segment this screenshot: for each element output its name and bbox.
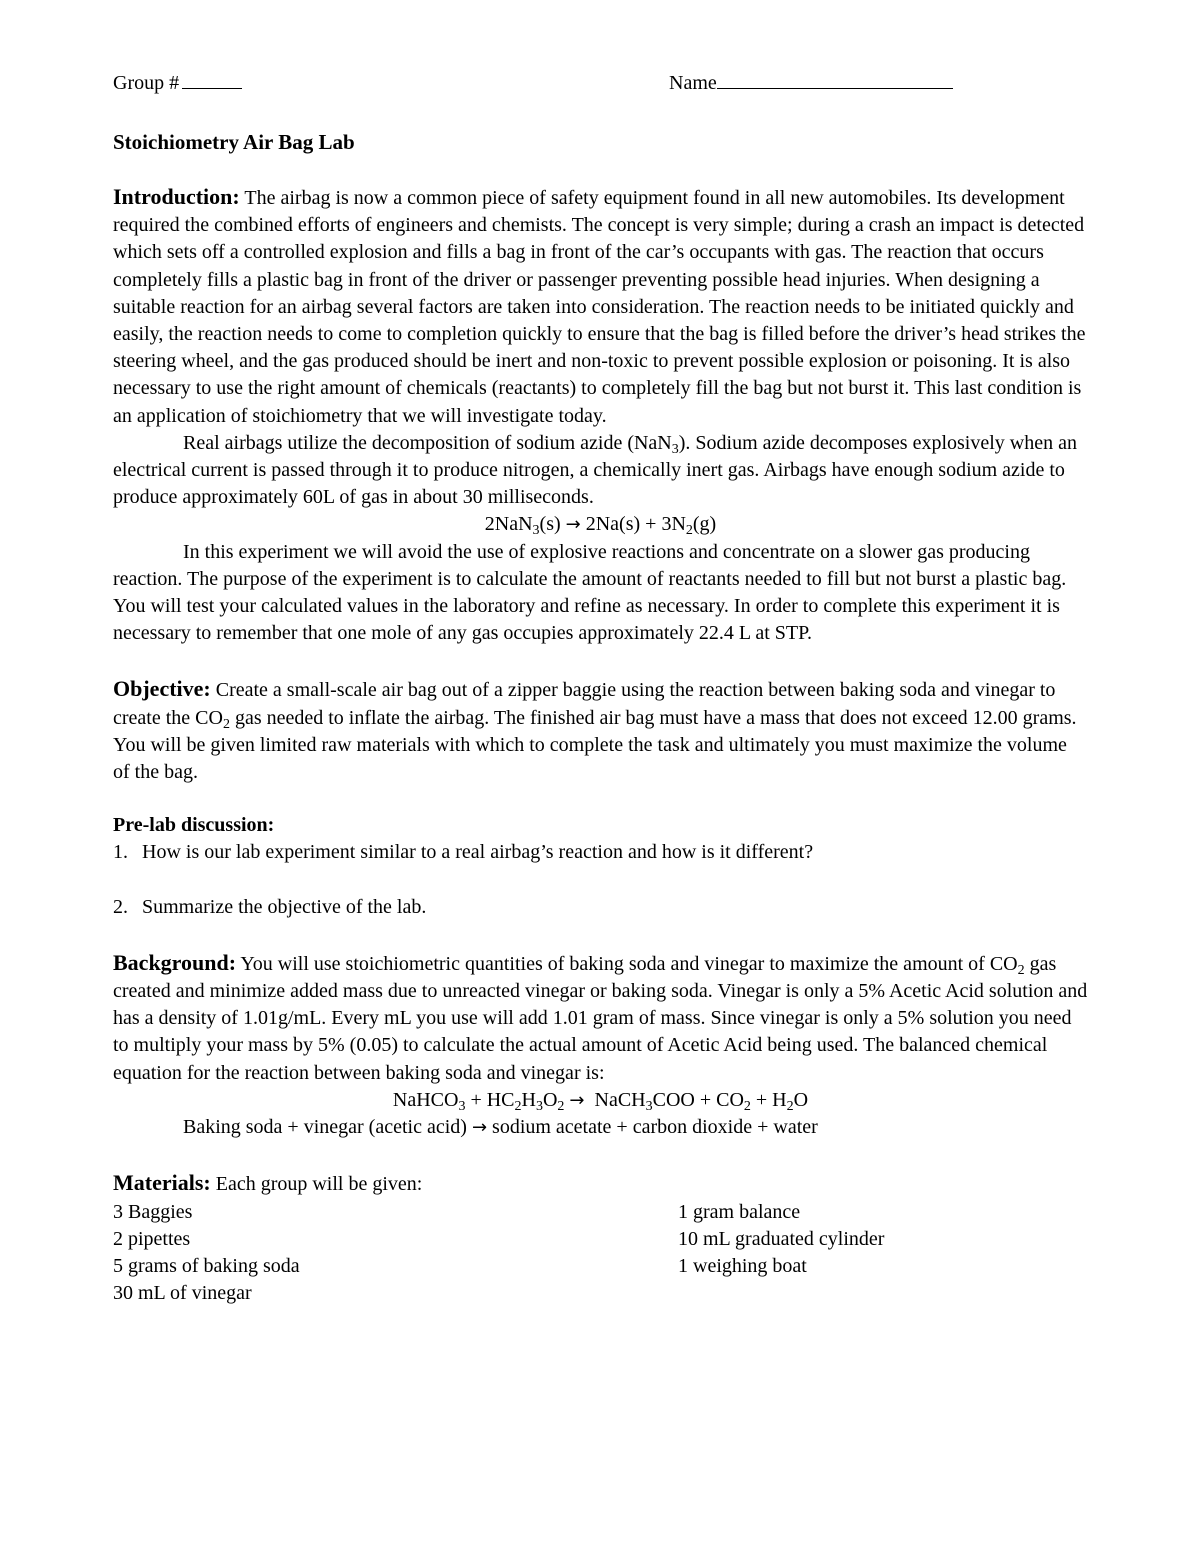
- list-item: 1 gram balance: [678, 1200, 801, 1223]
- eq2-sub: 2: [514, 1098, 522, 1114]
- eq2-sub: 3: [535, 1098, 543, 1114]
- eq2-part: O: [542, 1088, 558, 1111]
- list-item: 3 Baggies: [113, 1200, 193, 1223]
- group-label: Group #: [113, 72, 180, 94]
- list-item: 2 pipettes: [113, 1227, 191, 1250]
- sodium-azide-paragraph: [113, 430, 1088, 512]
- materials-column-left: [113, 1199, 678, 1308]
- objective-text-2: gas needed to inflate the airbag. The finished air bag must have a mass that does not exceed 12.00 grams. You will be given limited raw materials with which to complete the task and ultimately you must maximize the volume of the bag.: [113, 706, 1077, 784]
- eq2-part: H: [521, 1088, 536, 1111]
- background-paragraph: [113, 949, 1088, 1087]
- background-text-2: gas created and minimize added mass due to unreacted vinegar or baking soda. Vinegar is only a 5% Acetic Acid solution and has a density of 1.01g/mL. Every mL you use will add 1.01 gram of mass. Since vinegar is only a 5% solution you need to multiply your mass by 5% (0.05) to calculate the actual amount of Acetic Acid being used. The balanced chemical equation for the reaction between baking soda and vinegar is:: [113, 952, 1088, 1084]
- azide-equation: [113, 511, 1088, 538]
- materials-column-right: [678, 1199, 1078, 1308]
- arrow-icon: →: [471, 1117, 488, 1139]
- question-number: 1.: [113, 841, 128, 864]
- eq2-sub: 3: [645, 1098, 653, 1114]
- word-eq-right: sodium acetate + carbon dioxide + water: [492, 1116, 818, 1139]
- group-number-field: [113, 70, 242, 95]
- list-item: 30 mL of vinegar: [113, 1282, 252, 1305]
- introduction-paragraph: [113, 183, 1088, 430]
- introduction-text: The airbag is now a common piece of safety equipment found in all new automobiles. Its development required the combined efforts of engineers and chemists. The concept is very simple; during a crash an impact is detected which sets off a controlled explosion and fills a bag in front of the car’s occupants with gas. The reaction that occurs completely fills a plastic bag in front of the driver or passenger preventing possible head injuries. When designing a suitable reaction for an airbag several factors are taken into consideration. The reaction needs to be initiated quickly and easily, the reaction needs to come to completion quickly to ensure that the bag is filled before the driver’s head strikes the steering wheel, and the gas produced should be inert and non-toxic to prevent possible explosion or poisoning. It is also necessary to use the right amount of chemicals (reactants) to completely fill the bag but not burst it. This last condition is an application of stoichiometry that we will investigate today.: [113, 187, 1086, 427]
- vinegar-equation: [113, 1087, 1088, 1114]
- materials-heading: Materials:: [113, 1170, 211, 1196]
- list-item: 5 grams of baking soda: [113, 1254, 300, 1277]
- list-item: 10 mL graduated cylinder: [678, 1227, 885, 1250]
- document-title: Stoichiometry Air Bag Lab: [113, 130, 355, 154]
- word-eq-left: Baking soda + vinegar (acetic acid): [183, 1116, 467, 1139]
- background-text-1: You will use stoichiometric quantities of baking soda and vinegar to maximize the amount of CO: [240, 952, 1018, 975]
- arrow-icon: →: [565, 514, 581, 536]
- eq2-part: + H: [750, 1088, 787, 1111]
- objective-heading: Objective:: [113, 676, 211, 702]
- arrow-icon: →: [569, 1089, 585, 1111]
- name-blank[interactable]: [717, 70, 953, 89]
- list-item: 1 weighing boat: [678, 1254, 807, 1277]
- eq2-part: O: [793, 1088, 809, 1111]
- header-row: [113, 70, 1088, 100]
- question-text: How is our lab experiment similar to a real airbag’s reaction and how is it different?: [142, 841, 814, 864]
- materials-intro: [113, 1169, 1088, 1198]
- objective-paragraph: [113, 675, 1088, 786]
- eq2-sub: 3: [458, 1098, 466, 1114]
- eq1-part: 2Na(s) + 3N: [585, 513, 686, 536]
- objective-text-1: Create a small-scale air bag out of a zipper baggie using the reaction between baking soda and vinegar to create the CO: [113, 679, 1056, 729]
- prelab-heading: Pre-lab discussion:: [113, 814, 275, 837]
- question-number: 2.: [113, 895, 128, 918]
- word-equation: [113, 1114, 1088, 1141]
- introduction-heading: Introduction:: [113, 184, 240, 209]
- eq2-part: + HC: [465, 1088, 515, 1111]
- para2-text-2: ). Sodium azide decomposes explosively when an electrical current is passed through it to produce nitrogen, a chemically inert gas. Airbags have enough sodium azide to produce approximately 60L of gas in about 30 milliseconds.: [113, 431, 1077, 509]
- eq1-sub: 2: [685, 523, 693, 539]
- materials-intro-text: Each group will be given:: [215, 1173, 423, 1196]
- eq1-sub: 3: [532, 523, 540, 539]
- name-label: Name: [669, 72, 717, 94]
- question-text: Summarize the objective of the lab.: [142, 895, 427, 918]
- eq1-part: (g): [692, 513, 717, 536]
- background-subscript: 2: [1017, 962, 1025, 978]
- name-field: [669, 70, 953, 95]
- background-heading: Background:: [113, 949, 237, 975]
- para2-subscript: 3: [671, 441, 679, 457]
- eq2-sub: 2: [743, 1098, 751, 1114]
- experiment-paragraph: In this experiment we will avoid the use of explosive reactions and concentrate on a slower gas producing reaction. The purpose of the experiment is to calculate the amount of reactants needed to fill but not burst a plastic bag. You will test your calculated values in the laboratory and refine as necessary. In order to complete this experiment it is necessary to remember that one mole of any gas occupies approximately 22.4 L at STP.: [113, 540, 1067, 645]
- objective-subscript: 2: [222, 716, 230, 732]
- eq2-sub: 2: [786, 1098, 794, 1114]
- group-blank[interactable]: [182, 70, 242, 89]
- document-page: [113, 70, 1088, 1307]
- eq2-part: NaCH: [594, 1088, 646, 1111]
- materials-list: [113, 1199, 1088, 1308]
- eq2-part: NaHCO: [392, 1088, 459, 1111]
- eq2-sub: 2: [557, 1098, 565, 1114]
- eq1-part: 2NaN: [484, 513, 533, 536]
- prelab-question-1: [113, 839, 1088, 866]
- para2-text-1: Real airbags utilize the decomposition of sodium azide (NaN: [183, 431, 672, 454]
- prelab-question-2: [113, 894, 1088, 921]
- eq2-part: COO + CO: [652, 1088, 744, 1111]
- eq1-part: (s): [539, 513, 561, 536]
